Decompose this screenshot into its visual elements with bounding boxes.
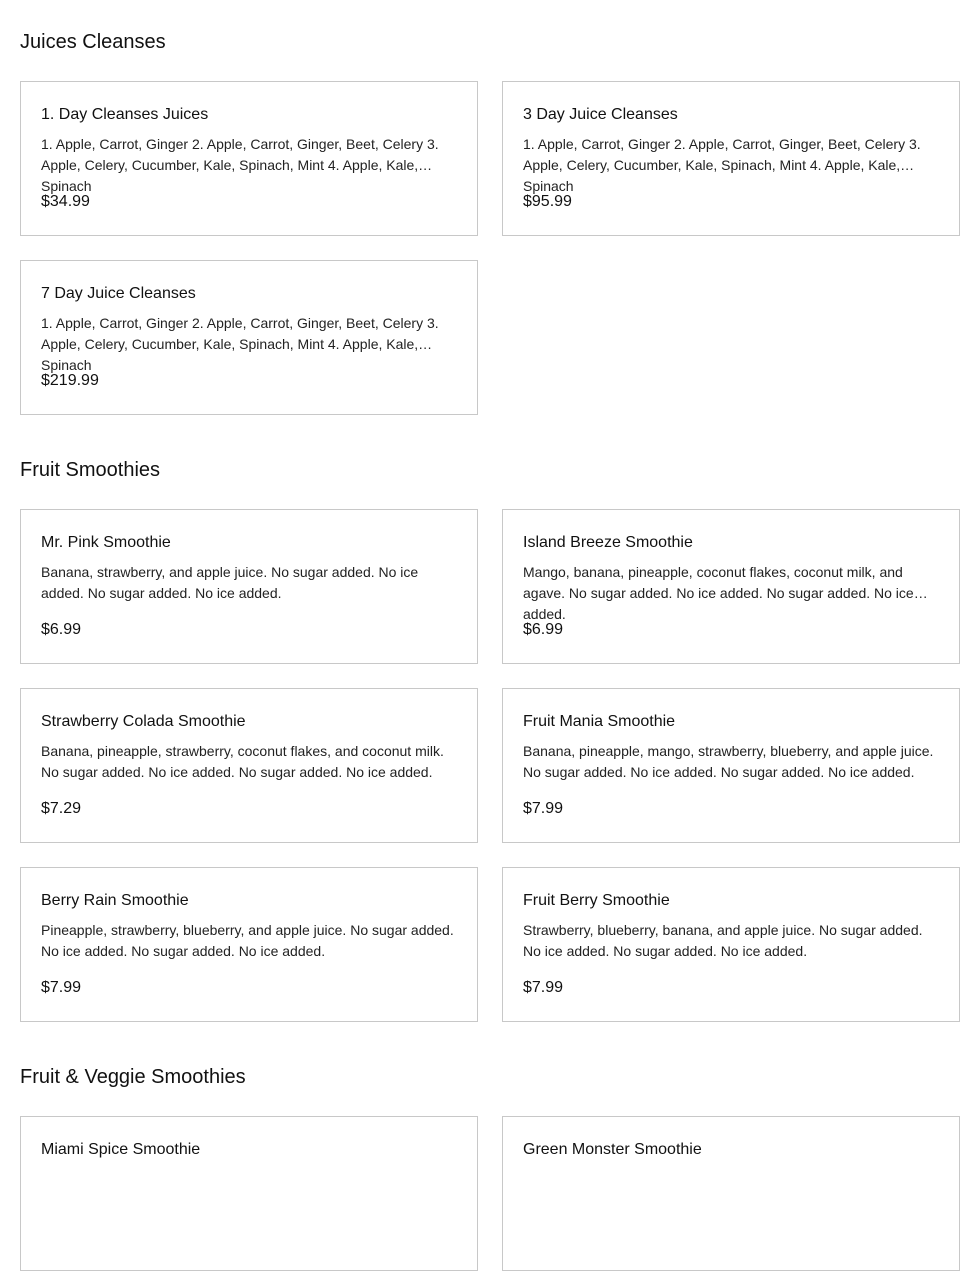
menu-item-card[interactable] [502, 867, 960, 1022]
menu-item-name: 7 Day Juice Cleanses [41, 285, 196, 302]
menu-item-card[interactable] [20, 260, 478, 415]
menu-item-name: Mr. Pink Smoothie [41, 534, 171, 551]
menu-item-price: $7.99 [523, 800, 564, 817]
menu-item-card[interactable] [502, 1116, 960, 1271]
menu-item-price: $6.99 [41, 621, 82, 638]
menu-item-card[interactable] [20, 867, 478, 1022]
menu-item-card[interactable] [502, 81, 960, 236]
menu-item-description: Banana, pineapple, strawberry, coconut flakes, and coconut milk. No sugar added. No ice added. No sugar added. No ice added. [41, 743, 444, 780]
menu-grid-fruit-veggie-smoothies [20, 1116, 960, 1271]
menu-item-name: Green Monster Smoothie [523, 1141, 702, 1158]
menu-item-description: 1. Apple, Carrot, Ginger 2. Apple, Carrot, Ginger, Beet, Celery 3. Apple, Celery, Cucumber, Kale, Spinach, Mint 4. Apple, Kale, Spinach [523, 136, 921, 194]
menu-item-card[interactable] [502, 509, 960, 664]
menu-grid-fruit-smoothies [20, 509, 960, 1022]
menu-item-price: $6.99 [523, 621, 564, 638]
section-title-juices-cleanses: Juices Cleanses [20, 31, 166, 53]
menu-item-card[interactable] [20, 81, 478, 236]
section-title-fruit-smoothies: Fruit Smoothies [20, 459, 161, 481]
menu-item-name: 1. Day Cleanses Juices [41, 106, 209, 123]
menu-item-description: Strawberry, blueberry, banana, and apple juice. No sugar added. No ice added. No sugar added. No ice added. [523, 922, 923, 959]
menu-item-name: 3 Day Juice Cleanses [523, 106, 678, 123]
menu-item-description: 1. Apple, Carrot, Ginger 2. Apple, Carrot, Ginger, Beet, Celery 3. Apple, Celery, Cucumber, Kale, Spinach, Mint 4. Apple, Kale, Spinach [41, 136, 439, 194]
menu-item-card[interactable] [20, 688, 478, 843]
menu-item-card[interactable] [20, 509, 478, 664]
menu-item-card[interactable] [502, 688, 960, 843]
menu-item-description: 1. Apple, Carrot, Ginger 2. Apple, Carrot, Ginger, Beet, Celery 3. Apple, Celery, Cucumber, Kale, Spinach, Mint 4. Apple, Kale, Spinach [41, 315, 439, 373]
menu-item-name: Miami Spice Smoothie [41, 1141, 201, 1158]
menu-item-description: Pineapple, strawberry, blueberry, and apple juice. No sugar added. No ice added. No sugar added. No ice added. [41, 922, 454, 959]
menu-item-name: Strawberry Colada Smoothie [41, 713, 246, 730]
menu-item-name: Fruit Berry Smoothie [523, 892, 670, 909]
menu-item-name: Fruit Mania Smoothie [523, 713, 676, 730]
menu-item-description: Mango, banana, pineapple, coconut flakes, coconut milk, and agave. No sugar added. No ice added. No sugar added. No ice added. [523, 564, 914, 622]
menu-item-price: $7.99 [523, 979, 564, 996]
menu-item-price: $7.29 [41, 800, 82, 817]
menu-item-price: $95.99 [523, 193, 572, 210]
section-title-fruit-veggie-smoothies: Fruit & Veggie Smoothies [20, 1066, 246, 1088]
menu-item-description: Banana, pineapple, mango, strawberry, blueberry, and apple juice. No sugar added. No ice added. No sugar added. No ice added. [523, 743, 934, 780]
menu-item-price: $34.99 [41, 193, 90, 210]
menu-item-price: $219.99 [41, 372, 99, 389]
menu-grid-juices-cleanses [20, 81, 960, 415]
menu-item-name: Island Breeze Smoothie [523, 534, 693, 551]
menu-item-description: Banana, strawberry, and apple juice. No sugar added. No ice added. No sugar added. No ice added. [41, 564, 419, 601]
menu-item-card[interactable] [20, 1116, 478, 1271]
menu-item-name: Berry Rain Smoothie [41, 892, 189, 909]
menu-item-price: $7.99 [41, 979, 82, 996]
